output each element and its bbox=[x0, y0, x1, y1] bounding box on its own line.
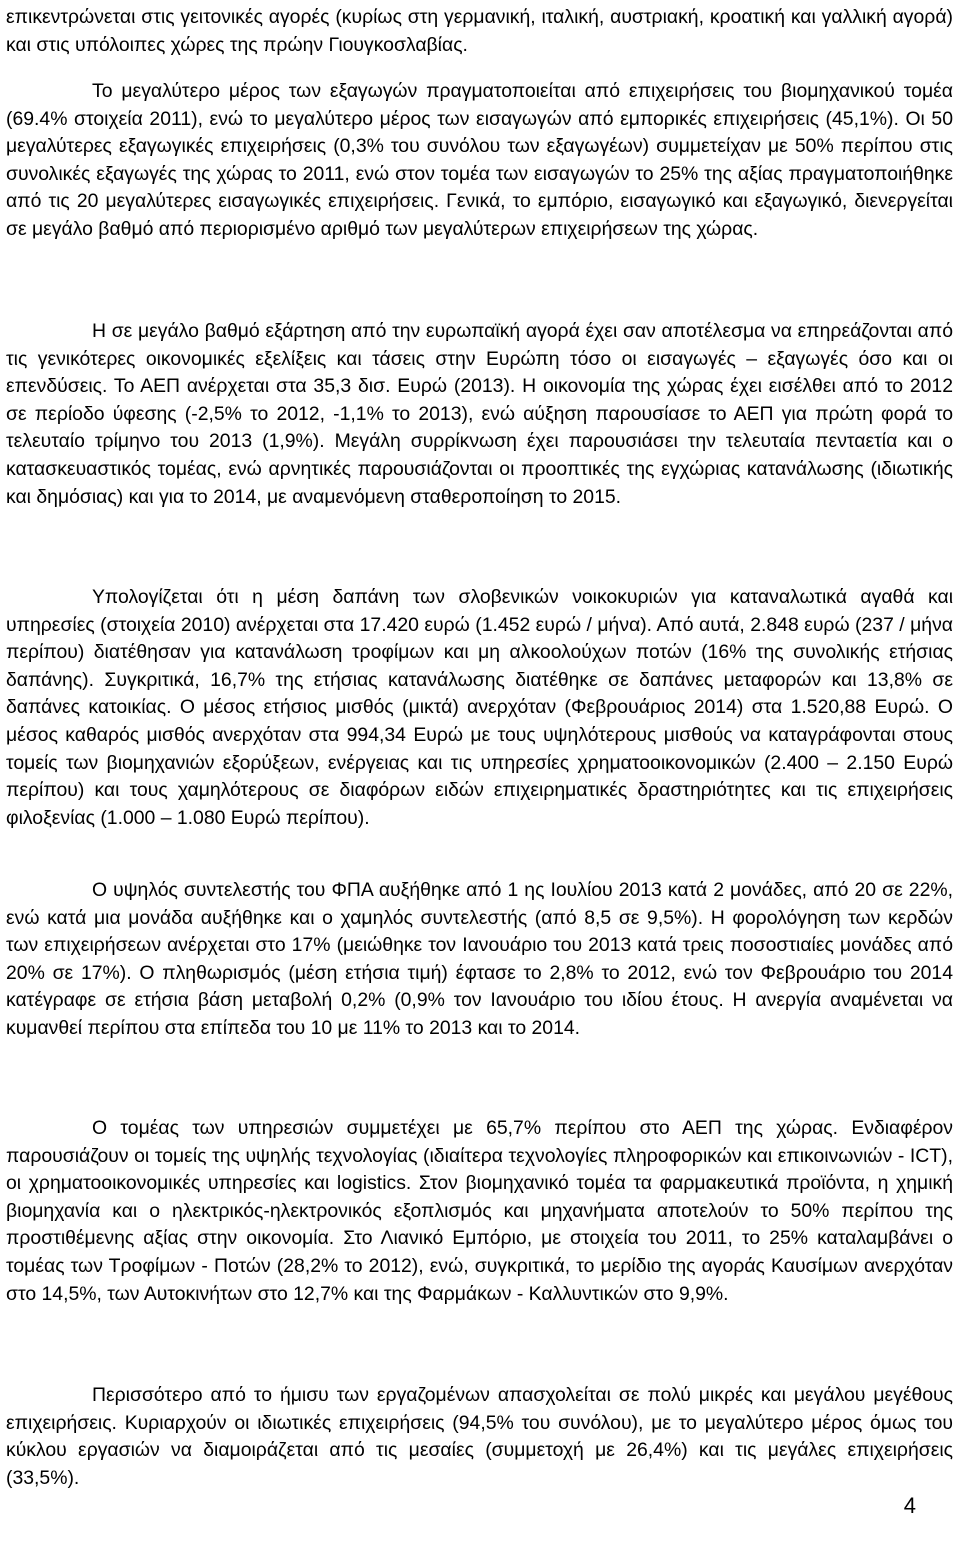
paragraph-1: επικεντρώνεται στις γειτονικές αγορές (κυρίως στη γερμανική, ιταλική, αυστριακή, κροατική και γαλλική αγορά) και στις υπόλοιπες χώρες της πρώην Γιουγκοσλαβίας. bbox=[6, 6, 953, 56]
page-number: 4 bbox=[903, 1493, 916, 1518]
paragraph-3: Η σε μεγάλο βαθμό εξάρτηση από την ευρωπαϊκή αγορά έχει σαν αποτέλεσμα να επηρεάζονται από τις γενικότερες οικονομικές εξελίξεις και τάσεις στην Ευρώπη τόσο οι εισαγωγές – εξαγωγές όσο και οι επενδύσεις. Το ΑΕΠ ανέρχεται στα 35,3 δισ. Ευρώ (2013). Η οικονομία της χώρας έχει εισέλθει από το 2012 σε περίοδο ύφεσης (-2,5% το 2012, -1,1% το 2013), ενώ αύξηση παρουσίασε το ΑΕΠ για πρώτη φορά το τελευταίο τρίμηνο του 2013 (1,9%). Μεγάλη συρρίκνωση έχει παρουσιάσει την τελευταία πενταετία και ο κατασκευαστικός τομέας, ενώ αρνητικές παρουσιάζονται οι προοπτικές της εγχώριας κατανάλωσης (ιδιωτικής και δημόσιας) και για το 2014, με αναμενόμενη σταθεροποίηση το 2015. bbox=[6, 320, 953, 508]
paragraph-2: Το μεγαλύτερο μέρος των εξαγωγών πραγματοποιείται από επιχειρήσεις του βιομηχανικού τομέα (69.4% στοιχεία 2011), ενώ το μεγαλύτερο μέρος των εισαγωγών από εμπορικές επιχειρήσεις (45,1%). Οι 50 μεγαλύτερες εξαγωγικές επιχειρήσεις (0,3% του συνόλου των εξαγωγέων) συμμετείχαν με 50% περίπου στις συνολικές εξαγωγές της χώρας το 2011, ενώ στον τομέα των εισαγωγών το 25% της αξίας πραγματοποιήθηκε από τις 20 μεγαλύτερες εισαγωγικές επιχειρήσεις. Γενικά, το εμπόριο, εισαγωγικό και εξαγωγικό, διενεργείται σε μεγάλο βαθμό από περιορισμένο αριθμό των μεγαλύτερων επιχειρήσεων της χώρας. bbox=[6, 80, 953, 240]
paragraph-7: Περισσότερο από το ήμισυ των εργαζομένων απασχολείται σε πολύ μικρές και μεγάλου μεγέθους επιχειρήσεις. Κυριαρχούν οι ιδιωτικές επιχειρήσεις (94,5% του συνόλου), με το μεγαλύτερο μέρος όμως του κύκλου εργασιών να διαμοιράζεται από τις μεσαίες (συμμετοχή με 26,4%) και τις μεγάλες επιχειρήσεις (33,5%). bbox=[6, 1384, 953, 1489]
paragraph-6: Ο τομέας των υπηρεσιών συμμετέχει με 65,7% περίπου στο ΑΕΠ της χώρας. Ενδιαφέρον παρουσιάζουν οι τομείς της υψηλής τεχνολογίας (ιδιαίτερα τεχνολογίες πληροφορικών και επικοινωνιών - ICT), οι χρηματοοικονομικές υπηρεσίες και logistics. Στον βιομηχανικό τομέα τα φαρμακευτικά προϊόντα, η χημική βιομηχανία και ο ηλεκτρικός-ηλεκτρονικός εξοπλισμός και μηχανήματα αποτελούν το 50% περίπου της προστιθέμενης αξίας στην οικονομία. Στο Λιανικό Εμπόριο, με στοιχεία του 2011, το 25% καταλαμβάνει ο τομέας των Τροφίμων - Ποτών (28,2% το 2012), ενώ, συγκριτικά, το μερίδιο της αγοράς Καυσίμων ανερχόταν στο 14,5%, των Αυτοκινήτων στο 12,7% και της Φαρμάκων - Καλλυντικών στο 9,9%. bbox=[6, 1117, 953, 1305]
paragraph-4: Υπολογίζεται ότι η μέση δαπάνη των σλοβενικών νοικοκυριών για καταναλωτικά αγαθά και υπηρεσίες (στοιχεία 2010) ανέρχεται στα 17.420 ευρώ (1.452 ευρώ / μήνα). Από αυτά, 2.848 ευρώ (237 / μήνα περίπου) διατέθησαν για κατανάλωση τροφίμων και μη αλκοολούχων ποτών (16% της συνολικής ετήσιας δαπάνης). Συγκριτικά, 16,7% της ετήσιας κατανάλωσης διατέθηκε σε δαπάνες μεταφορών και 13,8% σε δαπάνες κατοικίας. Ο μέσος ετήσιος μισθός (μικτά) ανερχόταν (Φεβρουάριος 2014) στα 1.520,88 Ευρώ. Ο μέσος καθαρός μισθός ανερχόταν στα 994,34 Ευρώ με τους υψηλότερους μισθούς να καταγράφονται στους τομείς των βιομηχανιών εξορύξεων, ενέργειας και τις υπηρεσίες χρηματοοικονομικών (2.400 – 2.150 Ευρώ περίπου) και τους χαμηλότερους σε διαφόρων ειδών επιχειρηματικές δραστηριότητες και τις επιχειρήσεις φιλοξενίας (1.000 – 1.080 Ευρώ περίπου). bbox=[6, 586, 953, 829]
paragraph-5: Ο υψηλός συντελεστής του ΦΠΑ αυξήθηκε από 1 ης Ιουλίου 2013 κατά 2 μονάδες, από 20 σε 22%, ενώ κατά μια μονάδα αυξήθηκε και ο χαμηλός συντελεστής (από 8,5 σε 9,5%). Η φορολόγηση των κερδών των επιχειρήσεων ανέρχεται στο 17% (μειώθηκε τον Ιανουάριο του 2013 κατά τρεις ποσοστιαίες μονάδες από 20% σε 17%). Ο πληθωρισμός (μέση ετήσια τιμή) έφτασε το 2,8% το 2012, ενώ τον Φεβρουάριο του 2014 κατέγραφε σε ετήσια βάση μεταβολή 0,2% (0,9% τον Ιανουάριο του ιδίου έτους. Η ανεργία αναμένεται να κυμανθεί περίπου στα επίπεδα του 10 με 11% το 2013 και το 2014. bbox=[6, 879, 953, 1039]
